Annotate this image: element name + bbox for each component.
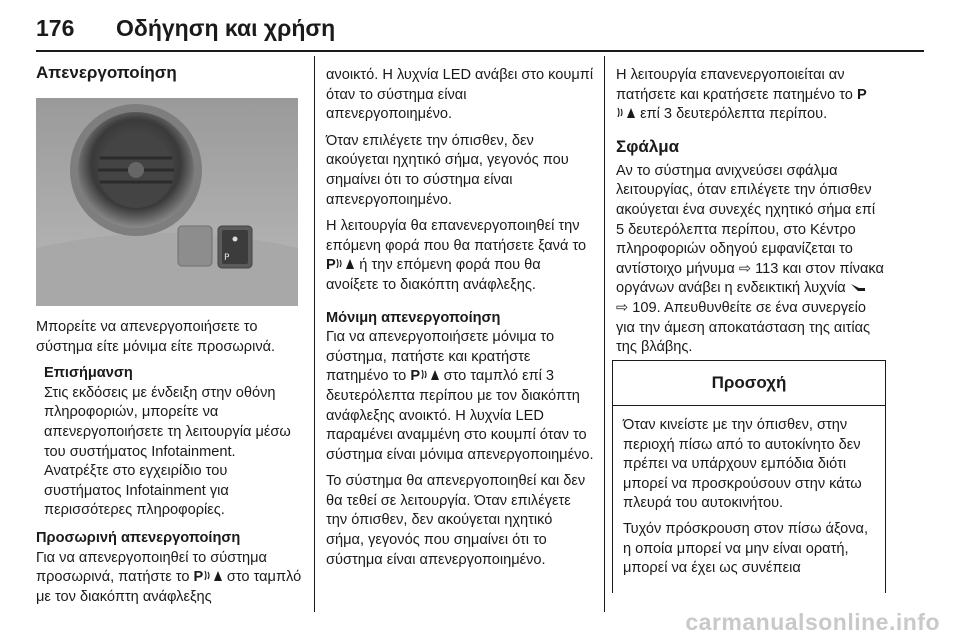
fault-title: Σφάλμα: [616, 136, 680, 156]
col2-paragraph-1: ανοικτό. Η λυχνία LED ανάβει στο κουμπί όταν το σύστημα είναι απενεργοποιημένο.: [326, 67, 594, 123]
fault-text-a: Αν το σύστημα ανιχνεύσει σφάλμα λειτουργίας, όταν επιλέγετε την όπισθεν ακούγεται ένα συνεχές ηχητικό σήμα επί 5 δευτερόλεπτα περίπου, στο Κέντρο πληροφοριών οδηγού εμφανίζεται το αντίστοιχο μήνυμα: [616, 162, 876, 277]
page-number: 176: [36, 15, 75, 41]
fault-text-b: και στον πίνακα οργάνων ανάβει η ενδεικτική λυχνία: [616, 260, 884, 297]
page-ref-arrow-icon: ⇨: [738, 260, 752, 277]
col2-paragraph-5: Το σύστημα θα απενεργοποιηθεί και δεν θα τεθεί σε λειτουργία. Όταν επιλέγετε την όπισθεν, δεν ακούγεται ηχητικό σήμα, γεγονός που σημαίνει ότι το σύστημα είναι απενεργοποιημένο.: [326, 473, 586, 568]
column-3: [616, 66, 886, 365]
temporary-deactivation-title: Προσωρινή απενεργοποίηση: [36, 529, 241, 546]
intro-paragraph: Μπορείτε να απενεργοποιήσετε το σύστημα είτε μόνιμα είτε προσωρινά.: [36, 319, 276, 355]
col2-paragraph-3b: ή την επόμενη φορά που θα ανοίξετε το διακόπτη ανάφλεξης.: [326, 257, 541, 293]
col2-paragraph-3a: Η λειτουργία θα επανενεργοποιηθεί την επόμενη φορά που θα πατήσετε ξανά το: [326, 218, 587, 254]
col3-paragraph-1a: Η λειτουργία επανενεργοποιείται αν πατήσετε και κρατήσετε πατημένο το: [616, 67, 853, 103]
column-2: [326, 66, 594, 577]
warning-paragraph-1: Όταν κινείστε με την όπισθεν, στην περιοχή πίσω από το αυτοκίνητο δεν πρέπει να υπάρχουν εμπόδια διότι μπορεί να προσκρούσουν στην κάτω πλευρά του αυτοκινήτου.: [623, 417, 862, 512]
col2-paragraph-2: Όταν επιλέγετε την όπισθεν, δεν ακούγεται ηχητικό σήμα, γεγονός που σημαίνει ότι το σύστημα είναι απενεργοποιημένο.: [326, 132, 569, 208]
permanent-deactivation-title: Μόνιμη απενεργοποίηση: [326, 309, 501, 326]
chapter-title: Οδήγηση και χρήση: [116, 15, 336, 41]
page-ref-2[interactable]: 109: [632, 299, 657, 316]
col3-paragraph-1b: επί 3 δευτερόλεπτα περίπου.: [640, 106, 828, 123]
note-title: Επισήμανση: [44, 365, 133, 382]
watermark-footer: carmanualsonline.info: [685, 609, 940, 635]
page-header: [36, 6, 924, 50]
note-text: Στις εκδόσεις με ένδειξη στην οθόνη πληροφοριών, μπορείτε να απενεργοποιήσετε τη λειτουργία μέσω του συστήματος Infotainment. Ανατρέξτε στο εγχειρίδιο του συστήματος Infotainment για περισσότερες πληροφορίες.: [44, 384, 291, 519]
dashboard-photo: [36, 98, 298, 306]
perm-text-a: Για να απενεργοποιήσετε μόνιμα το σύστημα, πατήστε και κρατήστε πατημένο το: [326, 329, 555, 385]
warning-lamp-icon: [850, 280, 866, 296]
page-ref-arrow-icon: ⇨: [616, 299, 629, 316]
park-pilot-button-icon: P: [194, 569, 223, 585]
park-pilot-button-icon: P: [410, 368, 439, 384]
warning-box: [612, 360, 886, 593]
temp-text-a: Για να απενεργοποιηθεί το σύστημα προσωρινά, πατήστε το: [36, 549, 267, 586]
section-title: Απενεργοποίηση: [36, 63, 177, 82]
note-block: [36, 364, 302, 521]
warning-paragraph-2: Τυχόν πρόσκρουση στον πίσω άξονα, η οποία μπορεί να μην είναι ορατή, μπορεί να έχει ως συνέπεια: [623, 520, 869, 577]
page-ref-1[interactable]: 113: [755, 260, 779, 277]
fault-text-c: . Απευθυνθείτε σε ένα συνεργείο για την άμεση αποκατάσταση της αιτίας της βλάβης.: [616, 299, 871, 356]
column-1: [36, 62, 302, 88]
park-pilot-button-icon: P: [616, 87, 866, 123]
temp-text-b: στο ταμπλό με τον διακόπτη ανάφλεξης: [36, 569, 302, 605]
warning-title: Προσοχή: [613, 361, 885, 406]
perm-text-b: στο ταμπλό επί 3 δευτερόλεπτα περίπου με τον διακόπτη ανάφλεξης ανοικτό. Η λυχνία LED παραμένει αναμμένη στο κουμπί όταν το σύστημα είναι μόνιμα απενεργοποιημένο.: [326, 368, 594, 463]
column-divider: [604, 56, 605, 612]
park-pilot-button-label: P: [224, 253, 230, 263]
column-1-text: [36, 318, 302, 614]
park-pilot-button-icon: P: [326, 257, 355, 273]
header-rule: [36, 50, 924, 52]
column-divider: [314, 56, 315, 612]
